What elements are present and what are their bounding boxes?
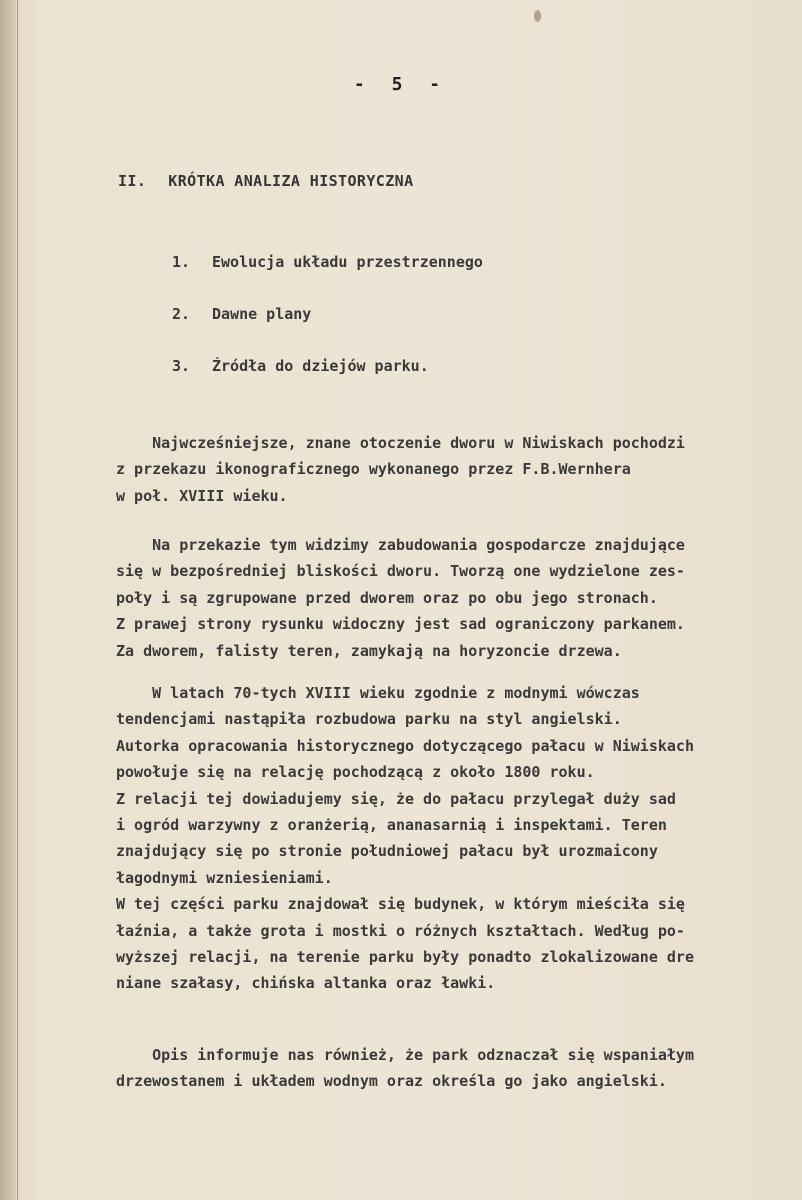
paragraph-earliest-records [116, 430, 796, 509]
text-line: tendencjami nastąpiła rozbudowa parku na styl angielski. [116, 710, 622, 729]
text-line: się w bezpośredniej bliskości dworu. Tworzą one wydzielone zes- [116, 562, 685, 581]
text-line: poły i są zgrupowane przed dworem oraz po obu jego stronach. [116, 588, 658, 607]
paragraph-description [116, 1042, 796, 1095]
text-line: Opis informuje nas również, że park odznaczał się wspaniałym [116, 1046, 694, 1064]
text-line: w poł. XVIII wieku. [116, 486, 288, 505]
outline-item-text: Ewolucja układu przestrzennego [212, 253, 483, 271]
section-heading [118, 172, 414, 190]
text-line: Autorka opracowania historycznego dotyczącego pałacu w Niwiskach [116, 736, 694, 755]
outline-item [172, 253, 483, 305]
text-line: łaźnia, a także grota i mostki o różnych kształtach. Według po- [116, 921, 685, 940]
outline-item [172, 305, 483, 357]
text-line: powołuje się na relację pochodzącą z około 1800 roku. [116, 763, 595, 782]
paper-stain [534, 10, 541, 22]
text-line: wyższej relacji, na terenie parku były ponadto zlokalizowane dre [116, 948, 694, 967]
text-line: Za dworem, falisty teren, zamykają na horyzoncie drzewa. [116, 641, 622, 660]
section-title: KRÓTKA ANALIZA HISTORYCZNA [168, 172, 414, 190]
text-line: W latach 70-tych XVIII wieku zgodnie z modnymi wówczas [116, 684, 640, 702]
text-line: Z prawej strony rysunku widoczny jest sad ograniczony parkanem. [116, 615, 685, 634]
page-number: - 5 - [353, 74, 449, 95]
text-line: W tej części parku znajdował się budynek, w którym mieściła się [116, 895, 685, 914]
text-line: Z relacji tej dowiadujemy się, że do pałacu przylegał duży sad [116, 789, 676, 808]
outline-item [172, 357, 483, 409]
outline-item-text: Dawne plany [212, 305, 312, 323]
outline-item-number: 2. [172, 305, 191, 323]
outline-item-number: 3. [172, 357, 191, 375]
page-fold-line [17, 0, 18, 1200]
text-line: łagodnymi wzniesieniami. [116, 868, 333, 887]
text-line: Na przekazie tym widzimy zabudowania gospodarcze znajdujące [116, 536, 685, 554]
text-line: znajdujący się po stronie południowej pałacu był urozmaicony [116, 842, 658, 861]
text-line: niane szałasy, chińska altanka oraz ławki. [116, 974, 496, 993]
text-line: Najwcześniejsze, znane otoczenie dworu w Niwiskach pochodzi [116, 434, 685, 452]
section-number: II. [118, 172, 147, 190]
outline-item-text: Źródła do dziejów parku. [212, 357, 429, 375]
binding-edge [0, 0, 16, 1200]
outline-item-number: 1. [172, 253, 191, 271]
text-line: z przekazu ikonograficznego wykonanego przez F.B.Wernhera [116, 460, 631, 479]
paragraph-english-park [116, 680, 796, 997]
text-line: drzewostanem i układem wodnym oraz określa go jako angielski. [116, 1072, 667, 1091]
text-line: i ogród warzywny z oranżerią, ananasarnią i inspektami. Teren [116, 816, 667, 835]
paragraph-farm-buildings [116, 532, 796, 664]
section-outline [172, 253, 483, 409]
